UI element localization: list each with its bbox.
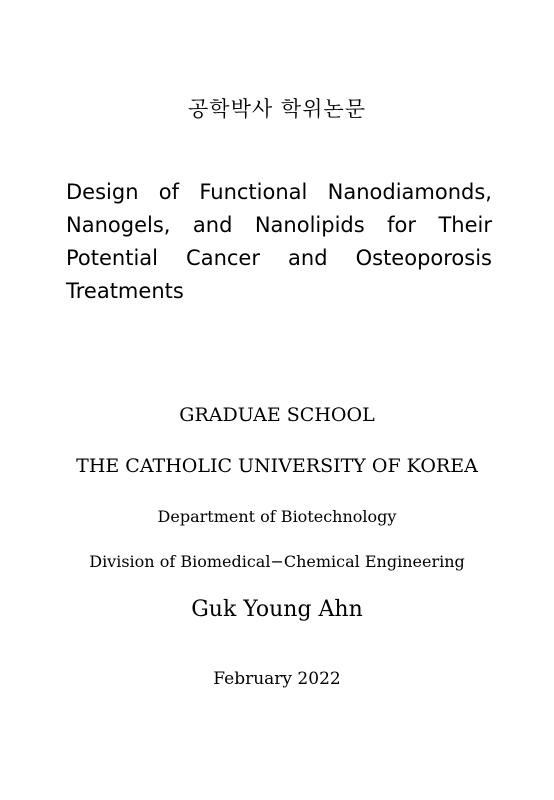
division-name: Division of Biomedical−Chemical Engineering <box>89 552 465 571</box>
degree-heading: 공학박사 학위논문 <box>188 97 366 121</box>
author-name: Guk Young Ahn <box>191 597 363 622</box>
submission-date: February 2022 <box>213 669 341 689</box>
graduate-school-name: GRADUAE SCHOOL <box>179 404 375 426</box>
department-name: Department of Biotechnology <box>157 507 397 526</box>
thesis-title-line-4: Treatments <box>66 279 184 303</box>
university-name: THE CATHOLIC UNIVERSITY OF KOREA <box>76 455 478 477</box>
thesis-title-line-2: Nanogels, and Nanolipids for Their <box>66 213 492 237</box>
thesis-title-line-1: Design of Functional Nanodiamonds, <box>66 180 492 204</box>
thesis-title-line-3: Potential Cancer and Osteoporosis <box>66 246 492 270</box>
thesis-title <box>66 176 492 308</box>
